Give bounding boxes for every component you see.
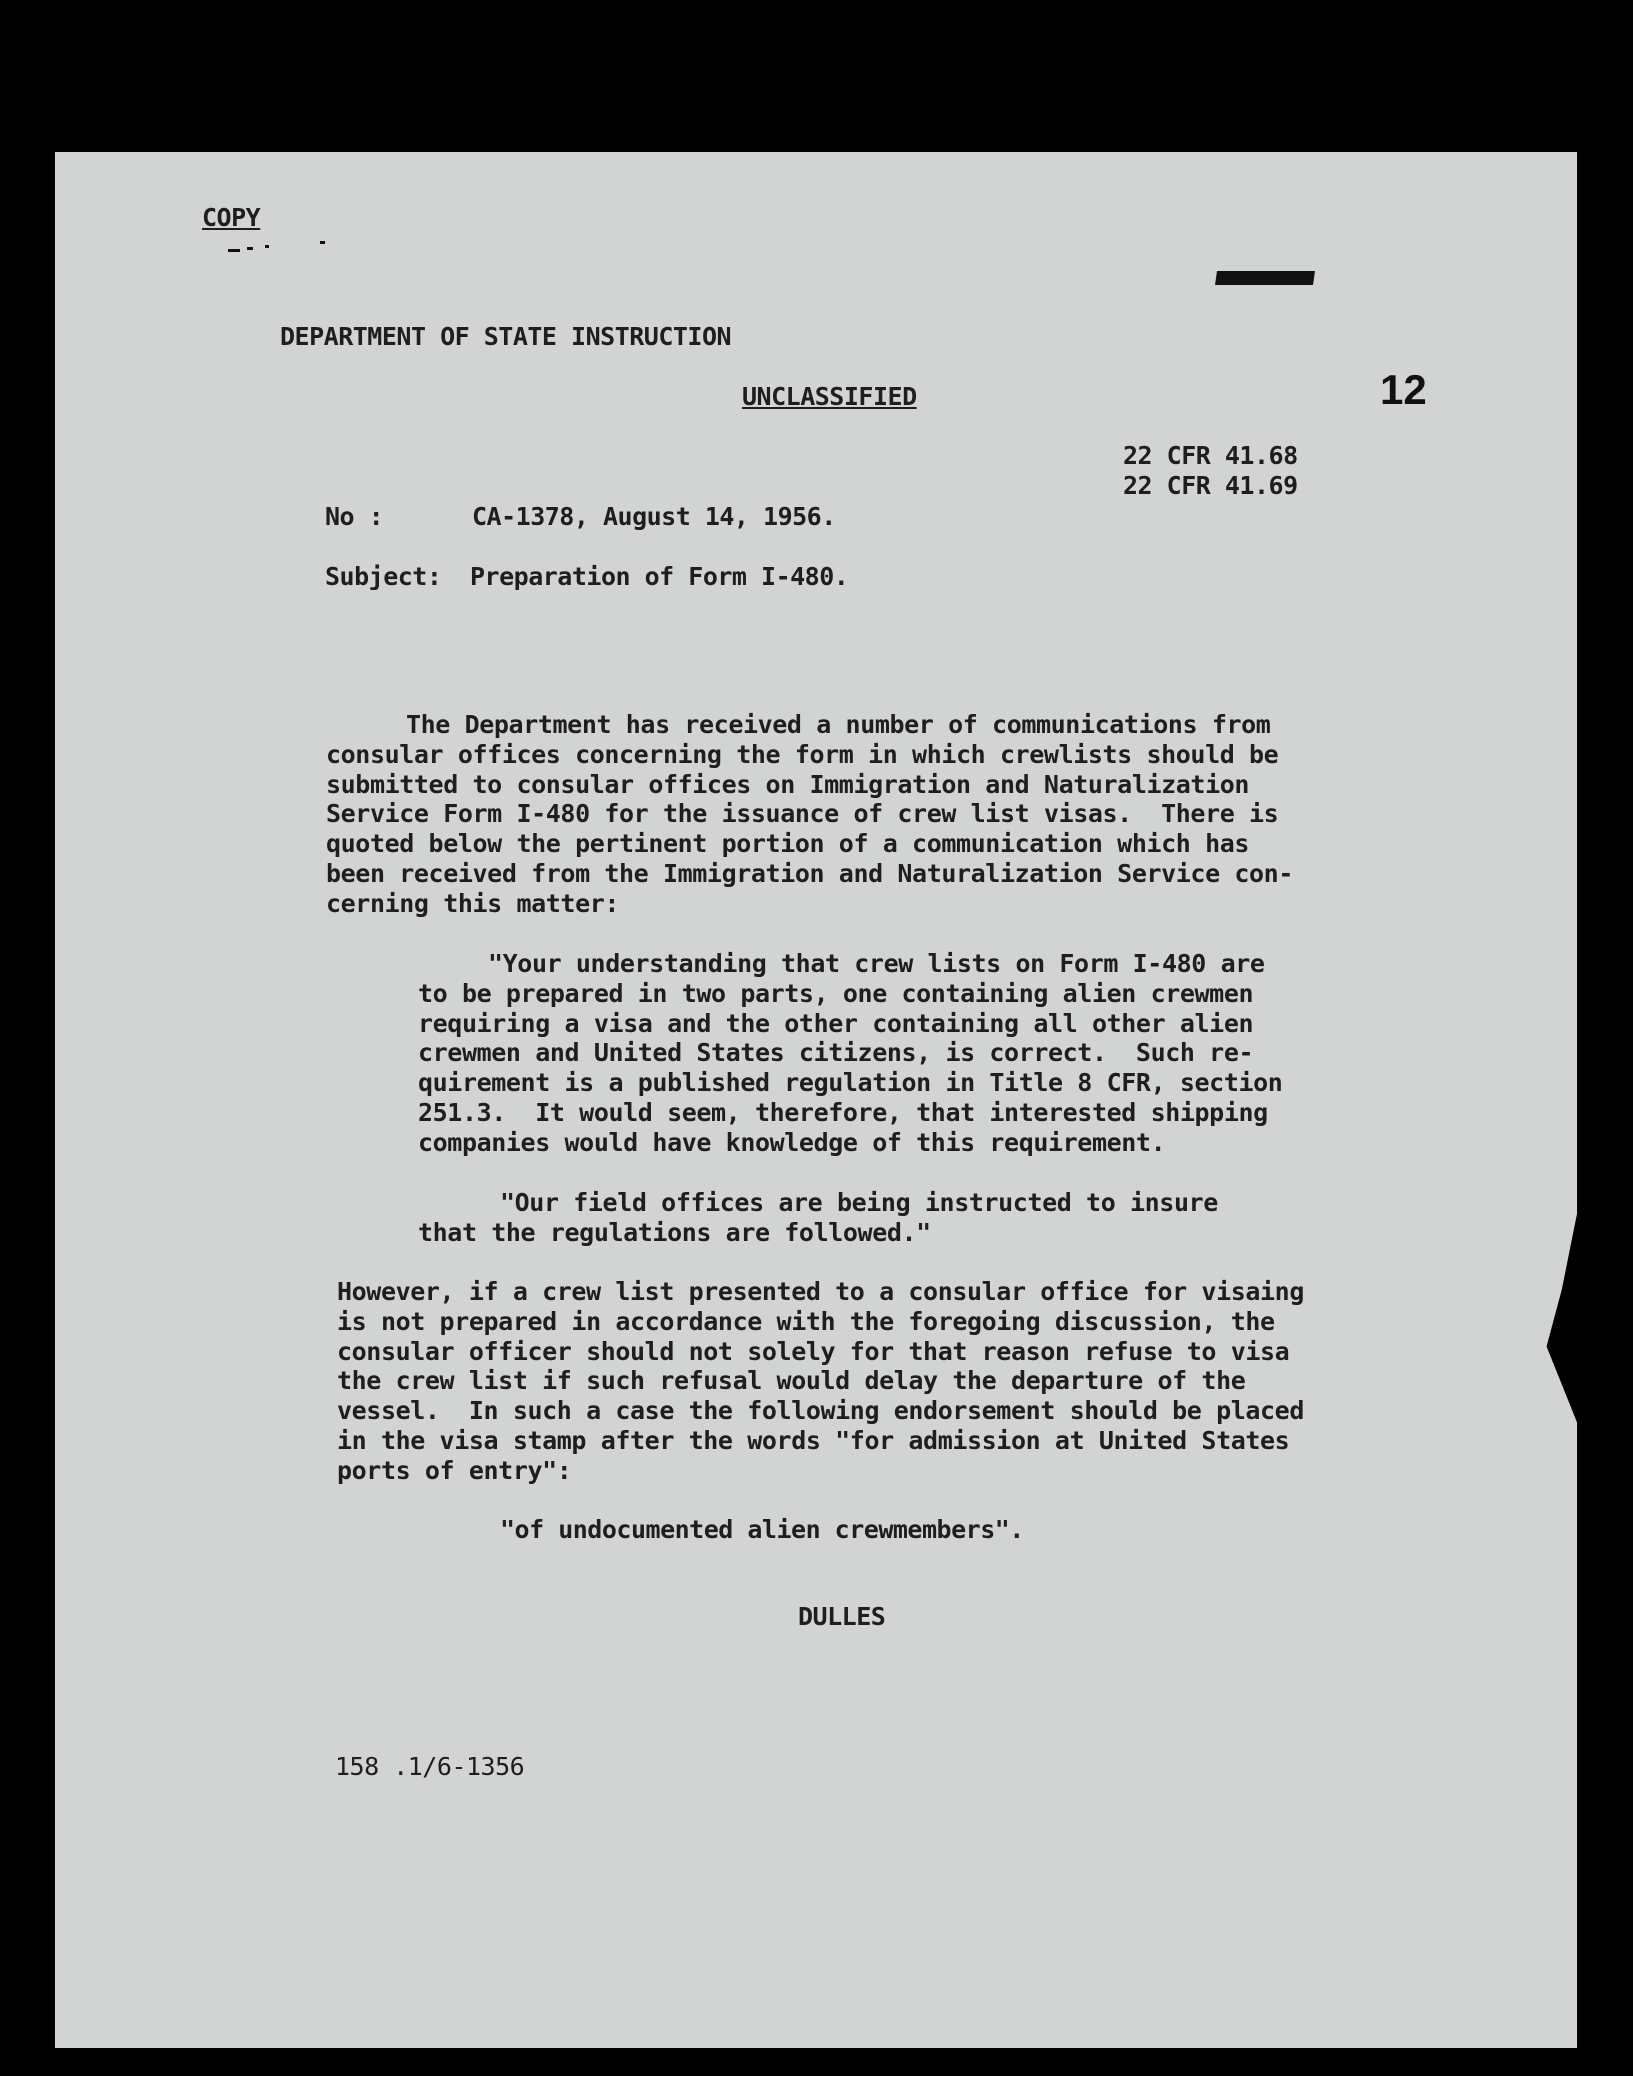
text-line: "Our field offices are being instructed to insure	[500, 1188, 1218, 1217]
redaction-mark	[1215, 271, 1315, 285]
copy-label: COPY	[202, 203, 261, 232]
file-number: 158 .1/6-1356	[335, 1752, 525, 1781]
text-line: is not prepared in accordance with the foregoing discussion, the	[337, 1306, 1275, 1336]
text-line: companies would have knowledge of this requirement.	[418, 1127, 1166, 1157]
text-line: submitted to consular offices on Immigration and Naturalization	[326, 769, 1250, 799]
text-line: However, if a crew list presented to a consular office for visaing	[337, 1277, 1304, 1306]
text-line: requiring a visa and the other containing all other alien	[418, 1008, 1254, 1038]
however-paragraph	[337, 1277, 1304, 1486]
classification-label: UNCLASSIFIED	[742, 382, 917, 411]
endorsement-text: "of undocumented alien crewmembers".	[500, 1515, 1024, 1544]
text-line: that the regulations are followed."	[418, 1217, 931, 1247]
signature: DULLES	[798, 1602, 886, 1631]
text-line: vessel. In such a case the following endorsement should be placed	[337, 1396, 1304, 1426]
text-line: in the visa stamp after the words "for admission at United States	[337, 1425, 1290, 1455]
text-line: cerning this matter:	[326, 888, 620, 918]
text-line: consular offices concerning the form in which crewlists should be	[326, 739, 1279, 769]
text-line: Service Form I-480 for the issuance of crew list visas. There is	[326, 799, 1279, 829]
text-line: The Department has received a number of communications from	[406, 710, 1271, 739]
page-number: 12	[1380, 366, 1427, 413]
text-line: ports of entry":	[337, 1455, 572, 1485]
subject-label: Subject:	[325, 562, 442, 591]
cfr-reference: 22 CFR 41.68	[1123, 441, 1298, 470]
text-line: quirement is a published regulation in Title 8 CFR, section	[418, 1068, 1283, 1098]
quoted-paragraph-2	[418, 1188, 1218, 1248]
text-line: been received from the Immigration and Naturalization Service con-	[326, 858, 1293, 888]
no-value: CA-1378, August 14, 1956.	[472, 502, 836, 531]
text-line: 251.3. It would seem, therefore, that interested shipping	[418, 1097, 1268, 1127]
text-line: quoted below the pertinent portion of a communication which has	[326, 829, 1250, 859]
text-line: to be prepared in two parts, one containing alien crewmen	[418, 978, 1254, 1008]
cfr-reference: 22 CFR 41.69	[1123, 471, 1298, 500]
text-line: consular officer should not solely for that reason refuse to visa	[337, 1336, 1290, 1366]
department-heading: DEPARTMENT OF STATE INSTRUCTION	[280, 322, 732, 351]
text-line: the crew list if such refusal would delay the departure of the	[337, 1366, 1246, 1396]
text-line: crewmen and United States citizens, is correct. Such re-	[418, 1038, 1254, 1068]
text-line: "Your understanding that crew lists on Form I-480 are	[488, 949, 1265, 978]
stray-mark	[320, 241, 325, 244]
quoted-paragraph-1	[418, 949, 1282, 1158]
subject-value: Preparation of Form I-480.	[470, 562, 849, 591]
stray-mark	[265, 245, 269, 248]
stray-mark	[247, 247, 253, 250]
intro-paragraph	[326, 710, 1293, 919]
no-label: No :	[325, 502, 384, 531]
stray-mark	[228, 249, 240, 252]
